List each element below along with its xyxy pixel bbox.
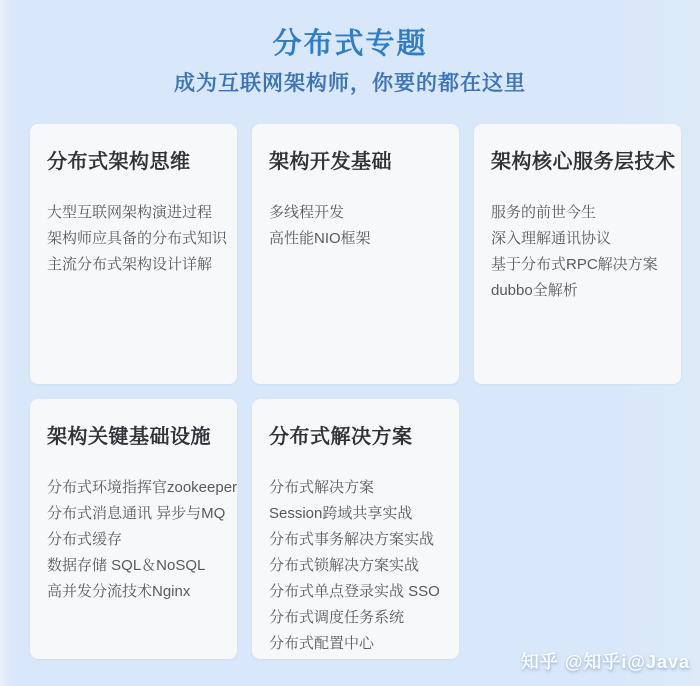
topic-card [474, 124, 681, 384]
page-subtitle: 成为互联网架构师，你要的都在这里 [174, 72, 526, 95]
card-item: 基于分布式RPC解决方案 [491, 256, 658, 273]
card-item: 分布式锁解决方案实战 [269, 557, 420, 574]
card-title: 架构开发基础 [269, 151, 392, 173]
card-item: 分布式调度任务系统 [269, 609, 405, 626]
topic-card [30, 399, 237, 659]
cards-grid [30, 124, 681, 659]
poster-header [0, 0, 700, 99]
page-title: 分布式专题 [272, 28, 428, 60]
card-item: 分布式缓存 [47, 531, 123, 548]
card-items [491, 200, 665, 304]
card-item: 主流分布式架构设计详解 [47, 256, 213, 273]
card-item: 深入理解通讯协议 [491, 230, 612, 247]
card-item: 大型互联网架构演进过程 [47, 204, 213, 221]
card-title: 架构关键基础设施 [47, 426, 211, 448]
card-item: 分布式消息通讯 异步与MQ [47, 505, 226, 522]
card-item: 多线程开发 [269, 204, 345, 221]
card-title: 分布式架构思维 [47, 151, 191, 173]
topic-card [252, 124, 459, 384]
card-items [269, 475, 443, 657]
card-item: 数据存储 SQL＆NoSQL [47, 557, 206, 574]
card-items [269, 200, 443, 252]
card-item: 分布式事务解决方案实战 [269, 531, 435, 548]
card-item: 分布式单点登录实战 SSO [269, 583, 440, 600]
card-item: 高并发分流技术Nginx [47, 583, 191, 600]
card-item: dubbo全解析 [491, 282, 578, 299]
card-item: 高性能NIO框架 [269, 230, 371, 247]
card-item: 分布式解决方案 [269, 479, 375, 496]
topic-card [30, 124, 237, 384]
zhihu-watermark: 知乎 @知乎i@Java [520, 652, 690, 672]
card-title: 架构核心服务层技术 [491, 151, 676, 173]
card-title: 分布式解决方案 [269, 426, 413, 448]
card-item: 服务的前世今生 [491, 204, 597, 221]
card-items [47, 200, 228, 278]
card-item: Session跨域共享实战 [269, 505, 413, 522]
card-items [47, 475, 237, 605]
card-item: 分布式配置中心 [269, 635, 375, 652]
card-item: 架构师应具备的分布式知识 [47, 230, 228, 247]
topic-card [252, 399, 459, 659]
card-item: 分布式环境指挥官zookeeper [47, 479, 237, 496]
